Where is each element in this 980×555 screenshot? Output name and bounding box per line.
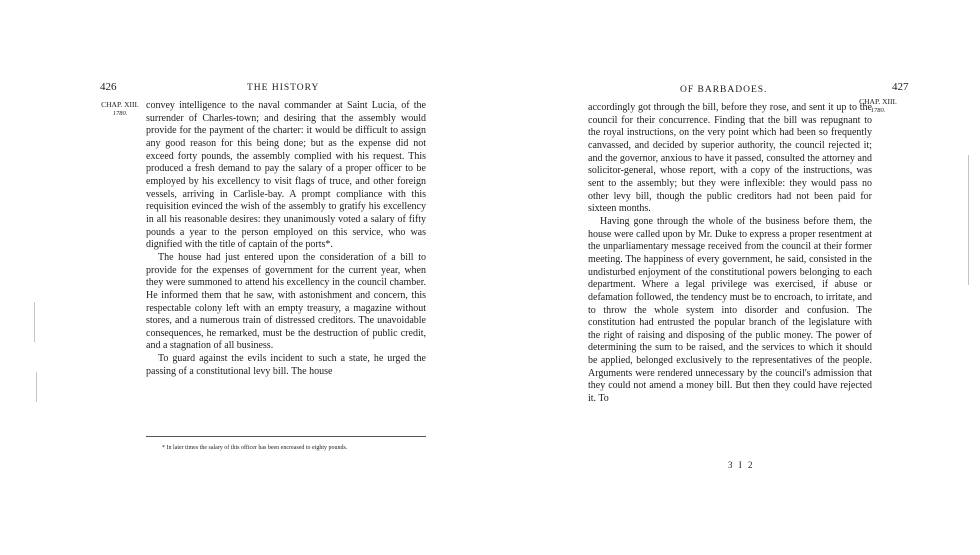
right-margin-chapter: CHAP. XIII. [859, 97, 897, 106]
footnote-rule [146, 436, 426, 437]
left-paragraph-2: The house had just entered upon the consideration of a bill to provide for the expenses of government for the current year, when they were summoned to attend his excellency in the council chamber. He informed them that he saw, with astonishment and concern, this respectable colony left with an empty treasury, a magazine without stores, and a numerous train of distressed creditors. The unavoidable consequences, he remarked, must be the destruction of public credit, and a stagnation of all business. [146, 251, 426, 352]
right-running-header: OF BARBADOES. [680, 85, 768, 95]
right-paragraph-2: Having gone through the whole of the business before them, the house were called upon by Mr. Duke to express a proper resentment at the unparliamentary message received from the council at their former meeting. The happiness of every government, he said, consisted in the undisturbed enjoyment of the constitutional powers belonging to each department. Where a legal privilege was exercised, if abuse or defamation followed, the tendency must be to encroach, to irritate, and to throw the whole system into disorder and confusion. The constitution had entrusted the popular branch of the legislature with the right of raising and disposing of the public money. The power of determining the sum to be raised, and the services to which it should be applied, belonged exclusively to the representatives of the people. Arguments were rendered unnecessary by the council's admission that they could not amend a money bill. But then they could have rejected it. To [588, 215, 872, 405]
left-paragraph-3: To guard against the evils incident to such a state, he urged the passing of a constitutional levy bill. The house [146, 353, 426, 377]
left-body-text [146, 100, 426, 378]
right-margin-year: 1780. [870, 107, 886, 114]
scan-mark [36, 372, 37, 402]
left-footnote: * In later times the salary of this officer has been encreased to eighty pounds. [162, 445, 348, 451]
right-page-number: 427 [892, 81, 909, 93]
signature-mark: 3 I 2 [728, 460, 755, 470]
right-page [490, 0, 980, 555]
left-paragraph-1: convey intelligence to the naval commander at Saint Lucia, of the surrender of Charles-town; and desiring that the assembly would provide for the payment of the charter: it would be difficult to assign any good reason for this being done; but as the expense did not exceed forty pounds, the assembly complied with his request. This produced a fresh demand to pay the salary of a proper officer to be employed by his excellency to visit flags of truce, and other foreign vessels, arriving in Carlisle-bay. A prompt compliance with this requisition evinced the wish of the assembly to gratify his excellency in all his reasonable desires: they unanimously voted a salary of fifty pounds a year to the person employed on this service, who was dignified with the title of captain of the ports*. [146, 100, 426, 251]
left-margin-year: 1780. [112, 110, 128, 117]
right-body-text [588, 102, 872, 406]
scan-mark [968, 155, 969, 285]
left-margin-note [100, 100, 140, 118]
right-paragraph-1: accordingly got through the bill, before they rose, and sent it up to the council for their concurrence. Finding that the bill was repugnant to the royal instructions, on the very point which had been so frequently canvassed, and decided by superior authority, the council rejected it; and the governor, anxious to have it passed, consulted the attorney and solicitor-general, whose report, with a copy of the instructions, was sent to the assembly; but they were inflexible: they would pass no other levy bill, though the public creditors had not been paid for sixteen months. [588, 102, 872, 215]
left-running-header: THE HISTORY [247, 83, 320, 93]
left-page-number: 426 [100, 81, 117, 93]
left-margin-chapter: CHAP. XIII. [101, 100, 139, 109]
scan-mark [34, 302, 35, 342]
